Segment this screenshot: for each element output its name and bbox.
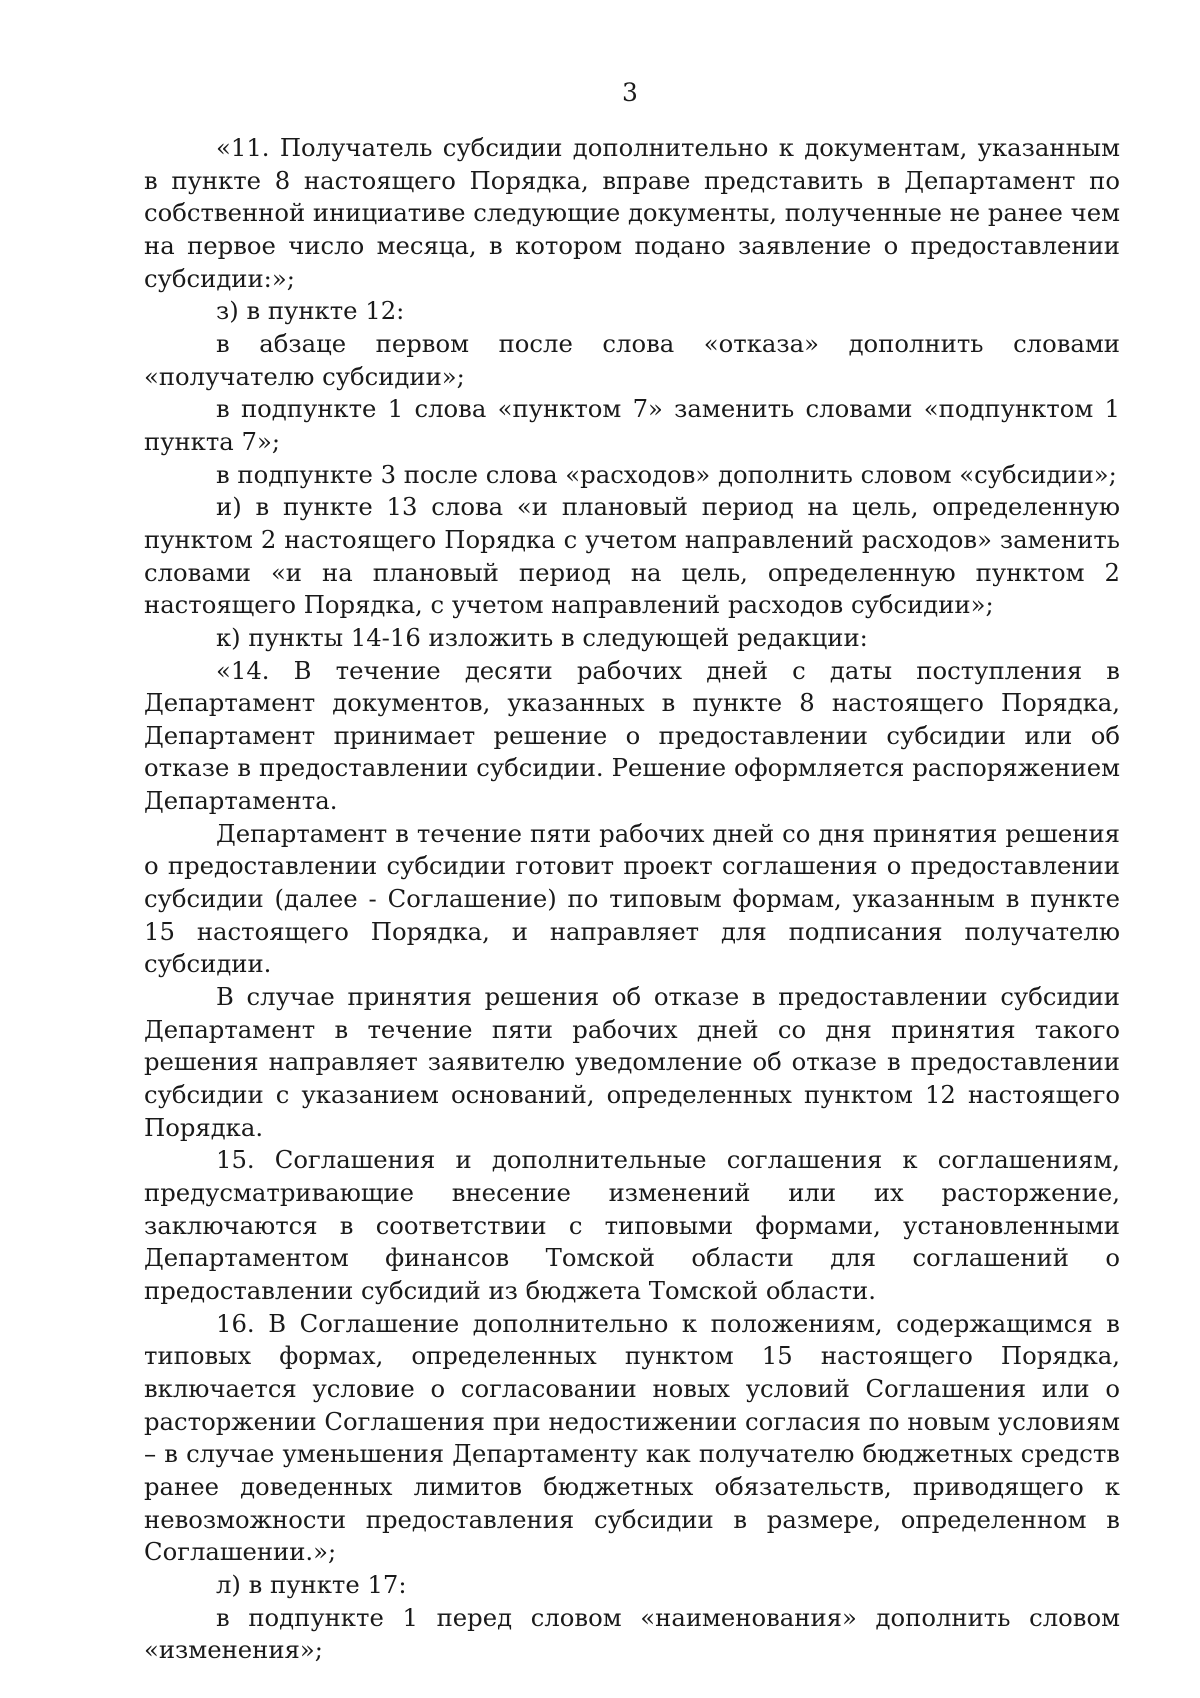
paragraph-otkaz: В случае принятия решения об отказе в предоставлении субсидии Департамент в течение пяти рабочих дней со дня принятия такого решения направляет заявителю уведомление об отказе в предоставлении субсидии с указанием оснований, определенных пунктом 12 настоящего Порядка.: [144, 982, 1120, 1142]
paragraph-15: 15. Соглашения и дополнительные соглашения к соглашениям, предусматривающие внесение изменений или их расторжение, заключаются в соответствии с типовыми формами, установленными Департаментом финансов Томской области для соглашений о предоставлении субсидий из бюджета Томской области.: [144, 1145, 1120, 1305]
paragraph-k-punkty-14-16: к) пункты 14-16 изложить в следующей редакции:: [216, 622, 868, 652]
paragraph-l-punkt-17: л) в пункте 17:: [216, 1569, 407, 1599]
paragraph-departament-proekt: Департамент в течение пяти рабочих дней со дня принятия решения о предоставлении субсидии готовит проект соглашения о предоставлении субсидии (далее - Соглашение) по типовым формам, указанным в пункте 15 настоящего Порядка, и направляет для подписания получателю субсидии.: [144, 818, 1120, 979]
paragraph-podpunkt-1-izmeneniya: в подпункте 1 перед словом «наименования» дополнить словом «изменения»;: [144, 1602, 1120, 1665]
paragraph-z-punkt-12: з) в пункте 12:: [216, 296, 405, 326]
paragraph-14: «14. В течение десяти рабочих дней с даты поступления в Департамент документов, указанных в пункте 8 настоящего Порядка, Департамент принимает решение о предоставлении субсидии или об отказе в предоставлении субсидии. Решение оформляется распоряжением Департамента.: [144, 655, 1120, 816]
paragraph-abzac-pervyi: в абзаце первом после слова «отказа» дополнить словами «получателю субсидии»;: [144, 328, 1120, 391]
document-body: [144, 132, 1120, 1667]
paragraph-podpunkt-1: в подпункте 1 слова «пунктом 7» заменить словами «подпунктом 1 пункта 7»;: [144, 394, 1120, 456]
paragraph-11: «11. Получатель субсидии дополнительно к документам, указанным в пункте 8 настоящего Порядка, вправе представить в Департамент по собственной инициативе следующие документы, полученные не ранее чем на первое число месяца, в котором подано заявление о предоставлении субсидии:»;: [144, 133, 1120, 293]
paragraph-16: 16. В Соглашение дополнительно к положениям, содержащимся в типовых формах, определенных пунктом 15 настоящего Порядка, включается условие о согласовании новых условий Соглашения или о расторжении Соглашения при недостижении согласия по новым условиям – в случае уменьшения Департаменту как получателю бюджетных средств ранее доведенных лимитов бюджетных обязательств, приводящего к невозможности предоставления субсидии в размере, определенном в Соглашении.»;: [144, 1308, 1120, 1567]
paragraph-i-punkt-13: и) в пункте 13 слова «и плановый период на цель, определенную пунктом 2 настоящего Порядка с учетом направлений расходов» заменить словами «и на плановый период на цель, определенную пунктом 2 настоящего Порядка, с учетом направлений расходов субсидии»;: [144, 492, 1120, 620]
paragraph-podpunkt-3: в подпункте 3 после слова «расходов» дополнить словом «субсидии»;: [216, 459, 1117, 489]
page-number: 3: [622, 78, 638, 107]
